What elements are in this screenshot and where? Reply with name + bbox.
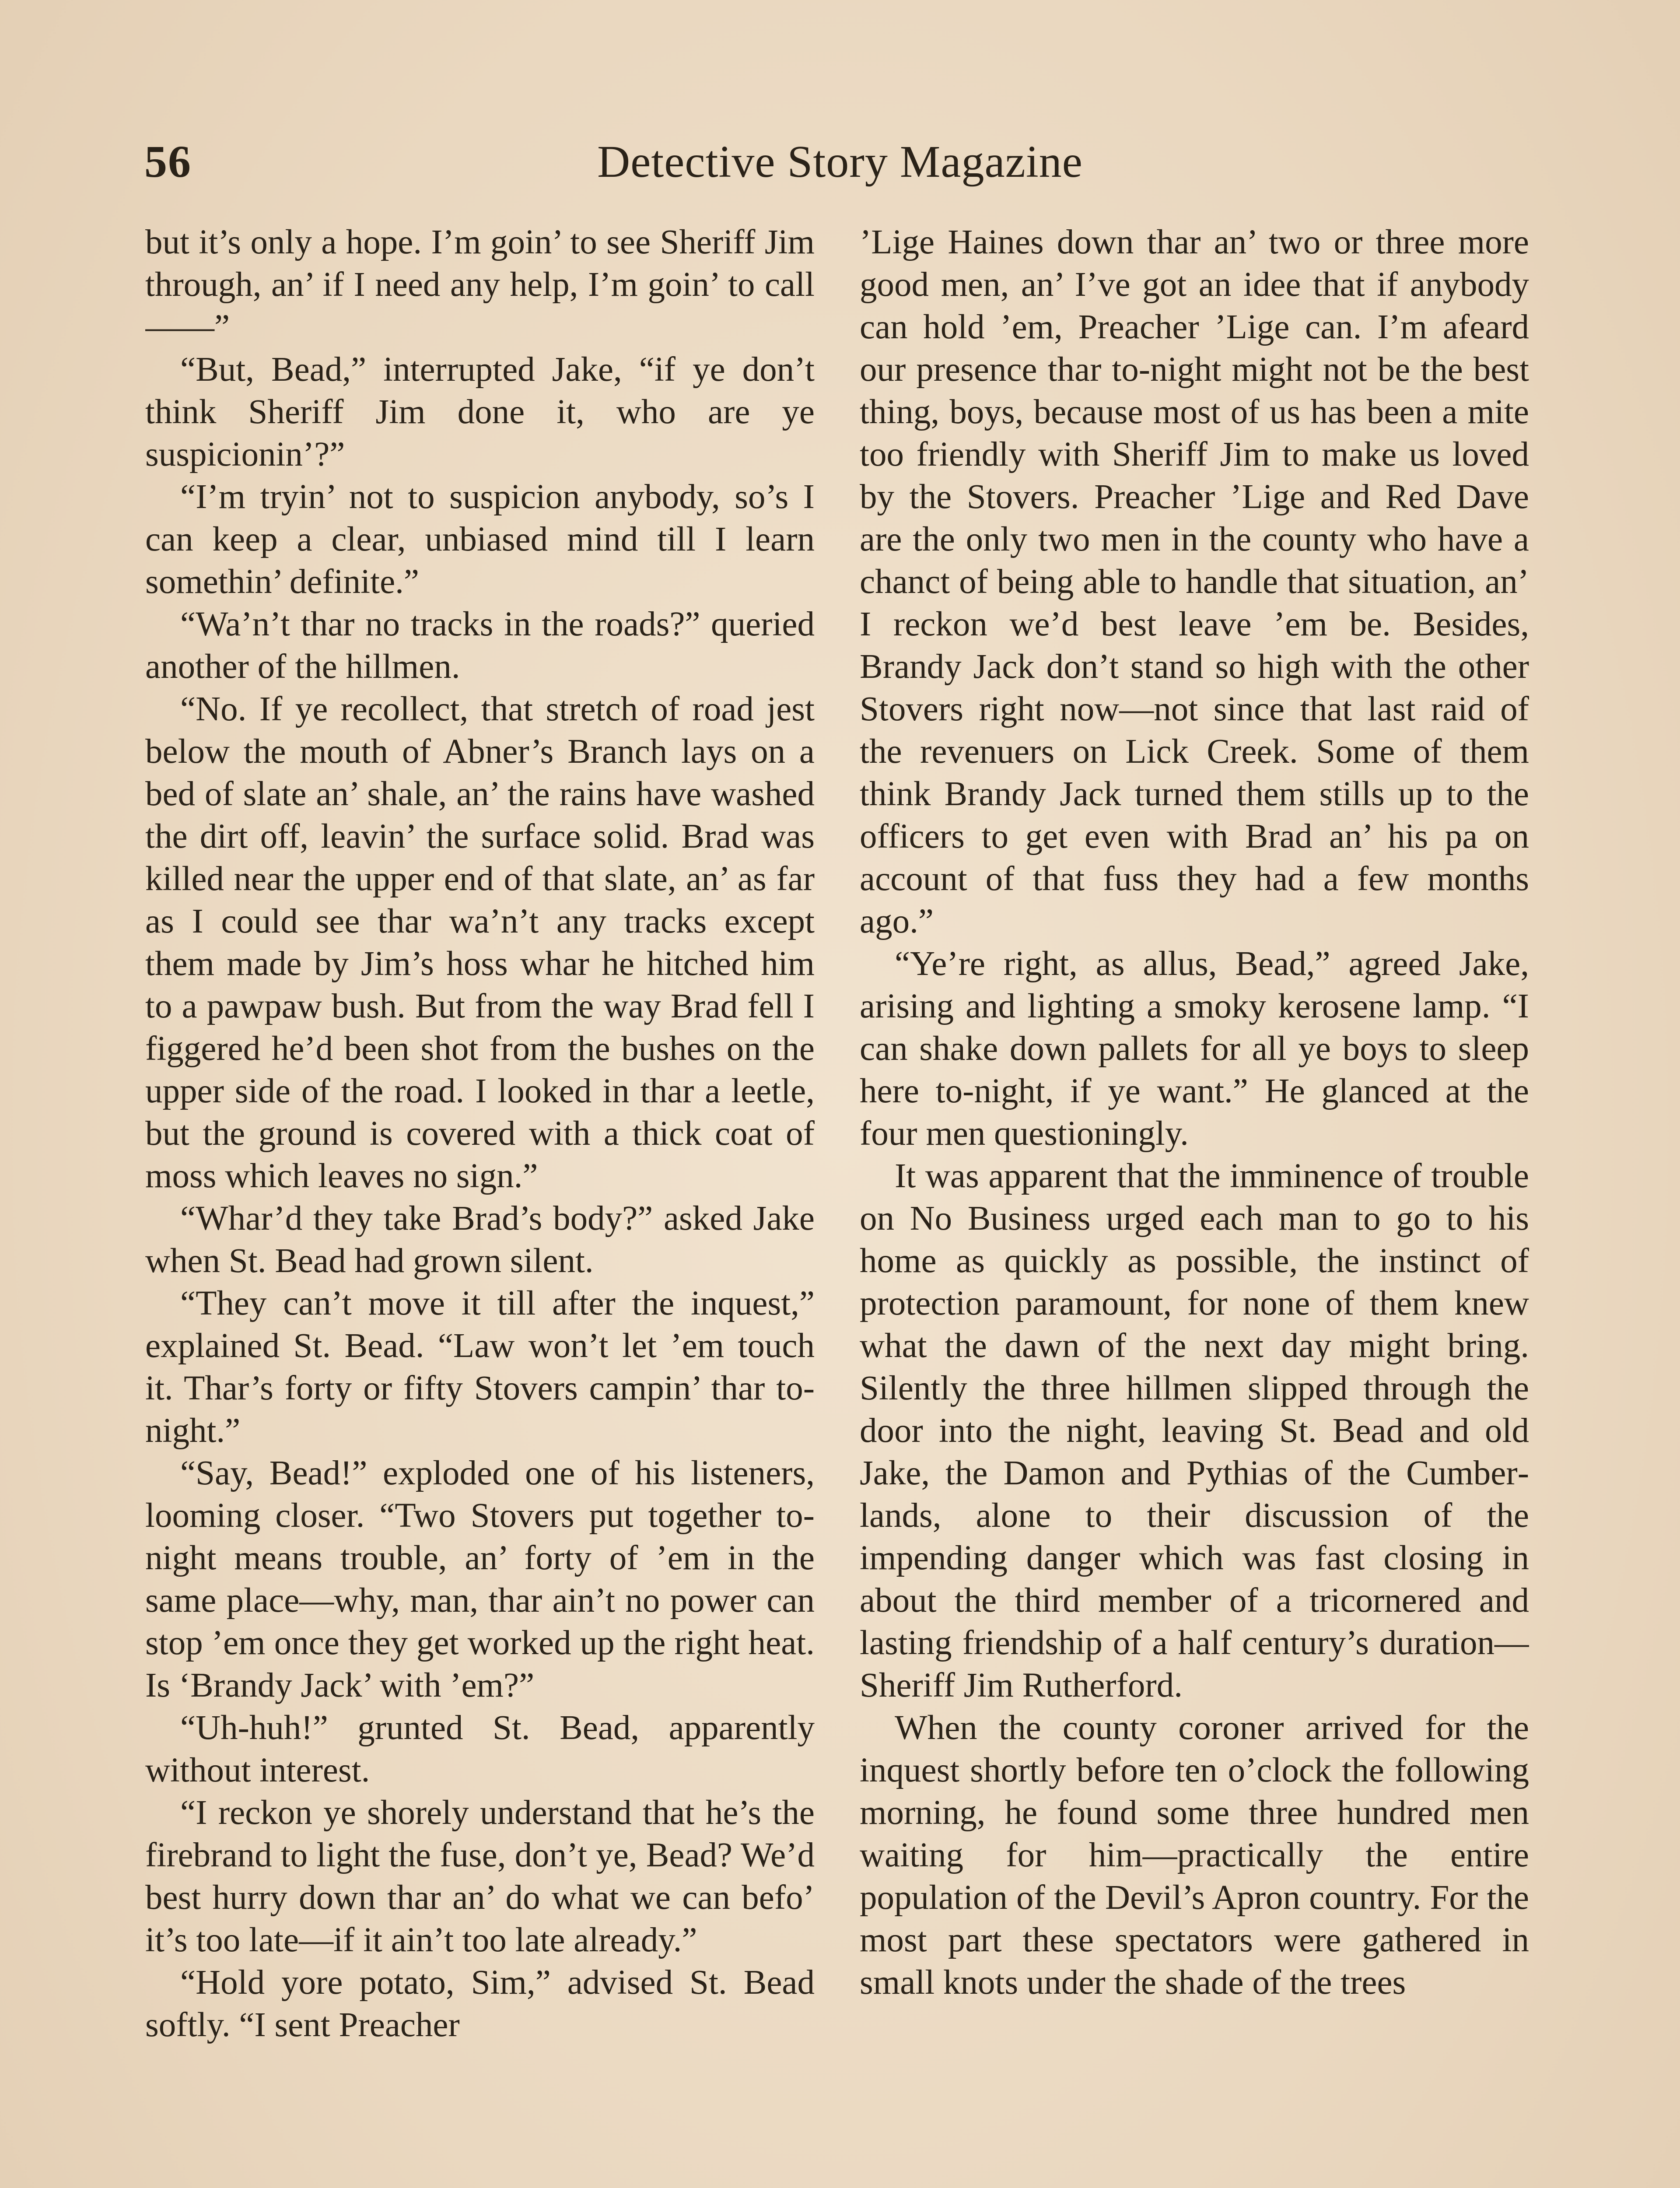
paragraph: “I’m tryin’ not to suspicion anybody, so’s I can keep a clear, unbiased mind till I learn somethin’ definite.” bbox=[145, 478, 815, 601]
paragraph: When the county coroner arrived for the inquest shortly before ten o’clock the following morning, he found some three hundred men waiting for him—practically the entire population of the Devil’s Apron country. For the most part these spectators were gathered in small knots under the shade of the trees bbox=[860, 1709, 1529, 2002]
running-title: Detective Story Magazine bbox=[597, 137, 1083, 187]
paragraph: “But, Bead,” interrupted Jake, “if ye don’t think Sheriff Jim done it, who are ye suspicionin’?” bbox=[145, 351, 815, 473]
paragraph: “Ye’re right, as allus, Bead,” agreed Jake, arising and lighting a smoky kerosene lamp. “I can shake down pallets for all ye boys to sleep here to-night, if ye want.” He glanced at the four men questioningly. bbox=[860, 945, 1529, 1153]
paragraph: ’Lige Haines down thar an’ two or three more good men, an’ I’ve got an idee that if anybody can hold ’em, Preacher ’Lige can. I’m afeard our presence thar to-night might not be the best thing, boys, because most of us has been a mite too friendly with Sheriff Jim to make us loved by the Stovers. Preacher ’Lige and Red Dave are the only two men in the county who have a chanct of being able to handle that situation, an’ I reckon we’d best leave ’em be. Besides, Brandy Jack don’t stand so high with the other Stovers right now—not since that last raid of the revenuers on Lick Creek. Some of them think Brandy Jack turned them stills up to the officers to get even with Brad an’ his pa on account of that fuss they had a few months ago.” bbox=[860, 223, 1529, 940]
paragraph: “Wa’n’t thar no tracks in the roads?” queried another of the hillmen. bbox=[145, 605, 815, 686]
paragraph: but it’s only a hope. I’m goin’ to see Sheriff Jim through, an’ if I need any help, I’m goin’ to call——” bbox=[145, 223, 815, 346]
paragraph: It was apparent that the imminence of trouble on No Business urged each man to go to his home as quickly as possible, the instinct of protection paramount, for none of them knew what the dawn of the next day might bring. Silently the three hillmen slipped through the door into the night, leaving St. Bead and old Jake, the Damon and Pythias of the Cumberlands, alone to their discussion of the impending danger which was fast closing in about the third member of a tricornered and lasting friendship of a half century’s duration—Sheriff Jim Rutherford. bbox=[860, 1157, 1529, 1704]
paragraph: “I reckon ye shorely understand that he’s the firebrand to light the fuse, don’t ye, Bead? We’d best hurry down thar an’ do what we can befo’ it’s too late—if it ain’t too late already.” bbox=[145, 1794, 815, 1959]
page-number: 56 bbox=[144, 137, 192, 187]
page-header bbox=[144, 131, 1536, 201]
paragraph: “Whar’d they take Brad’s body?” asked Jake when St. Bead had grown silent. bbox=[145, 1199, 815, 1280]
left-text-column bbox=[145, 221, 815, 2188]
paragraph: “No. If ye recollect, that stretch of road jest below the mouth of Abner’s Branch lays on a bed of slate an’ shale, an’ the rains have washed the dirt off, leavin’ the surface solid. Brad was killed near the upper end of that slate, an’ as far as I could see thar wa’n’t any tracks except them made by Jim’s hoss whar he hitched him to a pawpaw bush. But from the way Brad fell I figgered he’d been shot from the bushes on the upper side of the road. I looked in thar a leetle, but the ground is covered with a thick coat of moss which leaves no sign.” bbox=[145, 690, 815, 1195]
paragraph: “Uh-huh!” grunted St. Bead, apparently without interest. bbox=[145, 1709, 815, 1789]
paragraph: “Hold yore potato, Sim,” advised St. Bead softly. “I sent Preacher bbox=[145, 1964, 815, 2044]
paragraph: “Say, Bead!” exploded one of his listeners, looming closer. “Two Stovers put together to-night means trouble, an’ forty of ’em in the same place—why, man, thar ain’t no power can stop ’em once they get worked up the right heat. Is ‘Brandy Jack’ with ’em?” bbox=[145, 1454, 815, 1704]
right-text-column bbox=[860, 221, 1529, 2188]
paragraph: “They can’t move it till after the inquest,” explained St. Bead. “Law won’t let ’em touch it. Thar’s forty or fifty Stovers campin’ thar to-night.” bbox=[145, 1284, 815, 1450]
